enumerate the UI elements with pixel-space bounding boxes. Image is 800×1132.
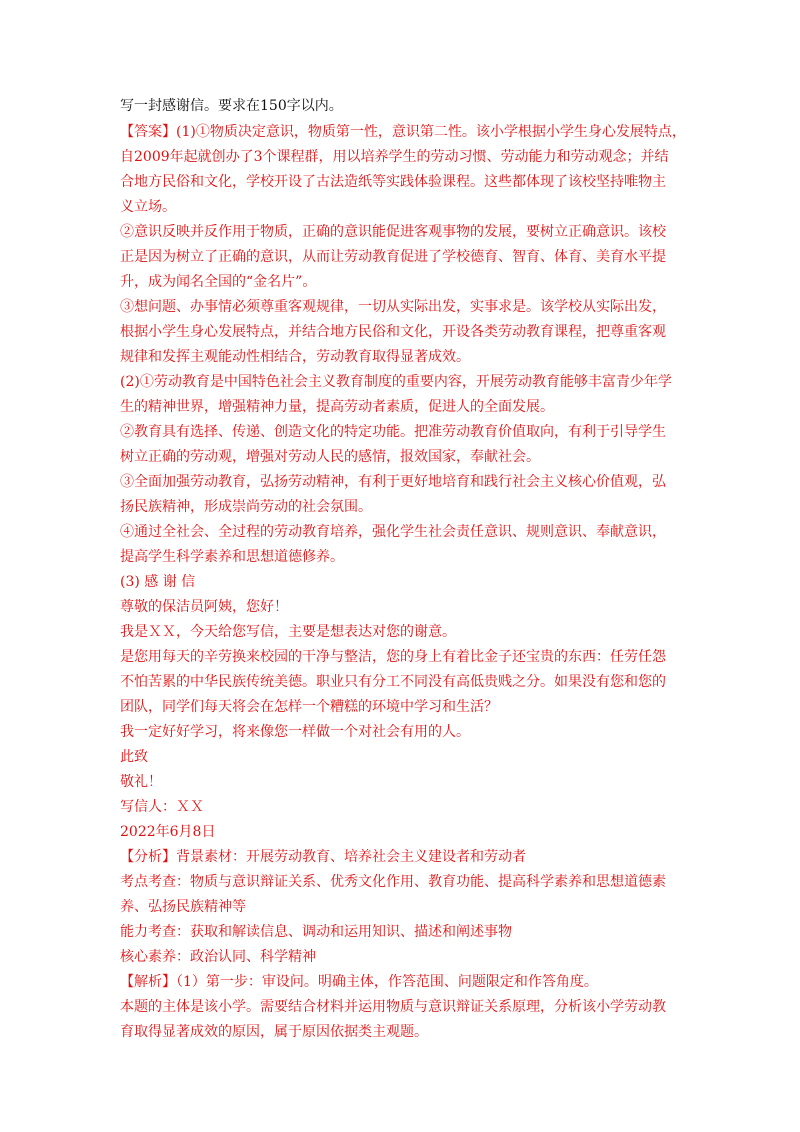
analysis-line: 能力考查：获取和解读信息、调动和运用知识、描述和阐述事物 xyxy=(120,924,512,940)
answer-line: 正是因为树立了正确的意识，从而让劳动教育促进了学校德育、智育、体育、美育水平提 xyxy=(120,249,666,265)
answer-line: 升，成为闻名全国的“金名片”。 xyxy=(120,274,317,290)
answer-line: 自2009年起就创办了3个课程群，用以培养学生的劳动习惯、劳动能力和劳动观念；并结 xyxy=(120,149,669,165)
answer-line: ③想问题、办事情必须尊重客观规律，一切从实际出发，实事求是。该学校从实际出发， xyxy=(120,299,666,315)
answer-line: (2)①劳动教育是中国特色社会主义教育制度的重要内容，开展劳动教育能够丰富青少年学 xyxy=(120,374,672,390)
letter-line: 尊敬的保洁员阿姨，您好！ xyxy=(120,599,288,615)
letter-date: 2022年6月8日 xyxy=(120,824,216,840)
explanation-line: 本题的主体是该小学。需要结合材料并运用物质与意识辩证关系原理，分析该小学劳动教 xyxy=(120,999,666,1015)
answer-line: 合地方民俗和文化，学校开设了古法造纸等实践体验课程。这些都体现了该校坚持唯物主 xyxy=(120,174,666,190)
answer-line: ③全面加强劳动教育，弘扬劳动精神，有利于更好地培育和践行社会主义核心价值观，弘 xyxy=(120,474,666,490)
analysis-line: 考点考查：物质与意识辩证关系、优秀文化作用、教育功能、提高科学素养和思想道德素 xyxy=(120,874,666,890)
letter-heading: (3) 感 谢 信 xyxy=(120,574,196,590)
answer-line: 【答案】(1)①物质决定意识，物质第一性，意识第二性。该小学根据小学生身心发展特点， xyxy=(120,124,686,140)
answer-line: ②意识反映并反作用于物质，正确的意识能促进客观事物的发展，要树立正确意识。该校 xyxy=(120,224,666,240)
letter-line: 我是ＸＸ，今天给您写信，主要是想表达对您的谢意。 xyxy=(120,624,456,640)
analysis-line: 核心素养：政治认同、科学精神 xyxy=(120,949,316,965)
letter-line: 是您用每天的辛劳换来校园的干净与整洁，您的身上有着比金子还宝贵的东西：任劳任怨 xyxy=(120,649,666,665)
answer-line: 生的精神世界，增强精神力量，提高劳动者素质，促进人的全面发展。 xyxy=(120,399,554,415)
answer-line: 扬民族精神，形成崇尚劳动的社会氛围。 xyxy=(120,499,372,515)
letter-line: 团队，同学们每天将会在怎样一个糟糕的环境中学习和生活？ xyxy=(120,699,498,715)
letter-line: 敬礼！ xyxy=(120,774,162,790)
answer-line: 义立场。 xyxy=(120,199,176,215)
answer-line: 提高学生科学素养和思想道德修养。 xyxy=(120,549,344,565)
analysis-line: 养、弘扬民族精神等 xyxy=(120,899,246,915)
answer-line: ④通过全社会、全过程的劳动教育培养，强化学生社会责任意识、规则意识、奉献意识， xyxy=(120,524,666,540)
answer-line: 树立正确的劳动观，增强对劳动人民的感情，报效国家，奉献社会。 xyxy=(120,449,540,465)
answer-line: 根据小学生身心发展特点，并结合地方民俗和文化，开设各类劳动教育课程，把尊重客观 xyxy=(120,324,666,340)
letter-signature: 写信人：ＸＸ xyxy=(120,799,204,815)
letter-line: 不怕苦累的中华民族传统美德。职业只有分工不同没有高低贵贱之分。如果没有您和您的 xyxy=(120,674,666,690)
prompt-line: 写一封感谢信。要求在150字以内。 xyxy=(120,98,343,114)
letter-line: 此致 xyxy=(120,749,148,765)
explanation-line: 育取得显著成效的原因，属于原因依据类主观题。 xyxy=(120,1024,428,1040)
explanation-line: 【解析】（1）第一步：审设问。明确主体，作答范围、问题限定和作答角度。 xyxy=(120,974,598,990)
answer-line: 规律和发挥主观能动性相结合，劳动教育取得显著成效。 xyxy=(120,349,470,365)
letter-line: 我一定好好学习，将来像您一样做一个对社会有用的人。 xyxy=(120,724,470,740)
answer-line: ②教育具有选择、传递、创造文化的特定功能。把准劳动教育价值取向，有利于引导学生 xyxy=(120,424,666,440)
analysis-line: 【分析】背景素材：开展劳动教育、培养社会主义建设者和劳动者 xyxy=(120,849,526,865)
